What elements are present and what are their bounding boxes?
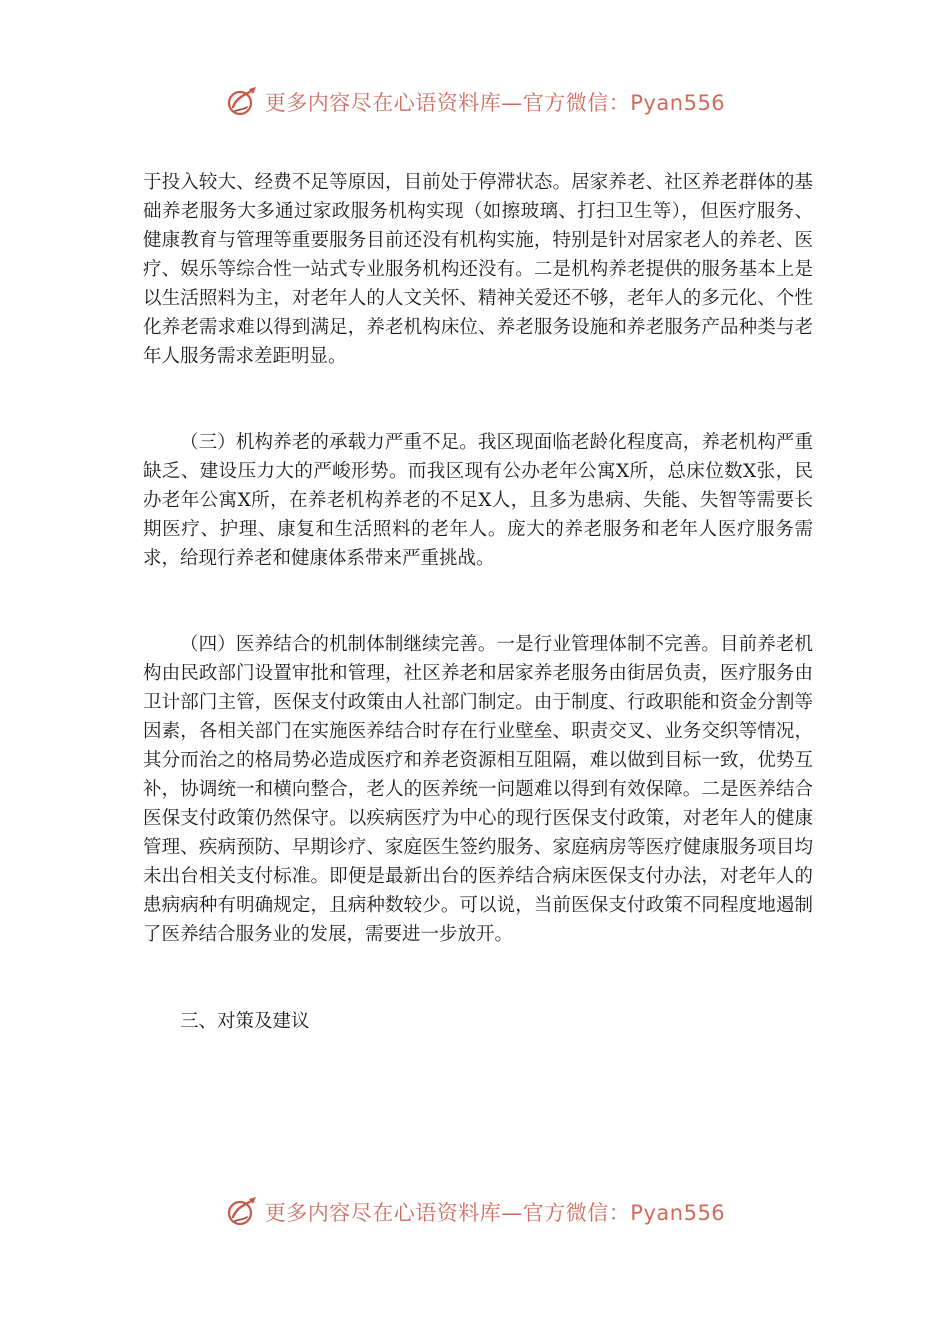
document-body [143, 168, 813, 1036]
section-heading: 三、对策及建议 [180, 1011, 310, 1032]
header-banner-content [225, 85, 725, 119]
header-banner-text: 更多内容尽在心语资料库—官方微信：Pyan556 [264, 91, 726, 115]
paragraph-continuation: 于投入较大、经费不足等原因，目前处于停滞状态。居家养老、社区养老群体的基础养老服务大多通过家政服务机构实现（如擦玻璃、打扫卫生等），但医疗服务、健康教育与管理等重要服务目前还没有机构实施，特别是针对居家老人的养老、医疗、娱乐等综合性一站式专业服务机构还没有。二是机构养老提供的服务基本上是以生活照料为主，对老年人的人文关怀、精神关爱还不够，老年人的多元化、个性化养老需求难以得到满足，养老机构床位、养老服务设施和养老服务产品种类与老年人服务需求差距明显。 [143, 172, 813, 367]
footer-banner [0, 1192, 950, 1232]
footer-banner-content [225, 1195, 725, 1229]
paragraph-section-three: （三）机构养老的承载力严重不足。我区现面临老龄化程度高，养老机构严重缺乏、建设压力大的严峻形势。而我区现有公办老年公寓X所，总床位数X张，民办老年公寓X所，在养老机构养老的不足X人，且多为患病、失能、失智等需要长期医疗、护理、康复和生活照料的老年人。庞大的养老服务和老年人医疗服务需求，给现行养老和健康体系带来严重挑战。 [143, 432, 813, 569]
pen-swirl-logo-icon [225, 1195, 259, 1229]
footer-banner-text: 更多内容尽在心语资料库—官方微信：Pyan556 [264, 1201, 726, 1225]
header-banner [0, 82, 950, 122]
paragraph-section-four: （四）医养结合的机制体制继续完善。一是行业管理体制不完善。目前养老机构由民政部门设置审批和管理，社区养老和居家养老服务由街居负责，医疗服务由卫计部门主管，医保支付政策由人社部门制定。由于制度、行政职能和资金分割等因素，各相关部门在实施医养结合时存在行业壁垒、职责交叉、业务交织等情况，其分而治之的格局势必造成医疗和养老资源相互阻隔，难以做到目标一致，优势互补，协调统一和横向整合，老人的医养统一问题难以得到有效保障。二是医养结合医保支付政策仍然保守。以疾病医疗为中心的现行医保支付政策，对老年人的健康管理、疾病预防、早期诊疗、家庭医生签约服务、家庭病房等医疗健康服务项目均未出台相关支付标准。即便是最新出台的医养结合病床医保支付办法，对老年人的患病病种有明确规定，且病种数较少。可以说，当前医保支付政策不同程度地遏制了医养结合服务业的发展，需要进一步放开。 [143, 634, 813, 945]
pen-swirl-logo-icon [225, 85, 259, 119]
